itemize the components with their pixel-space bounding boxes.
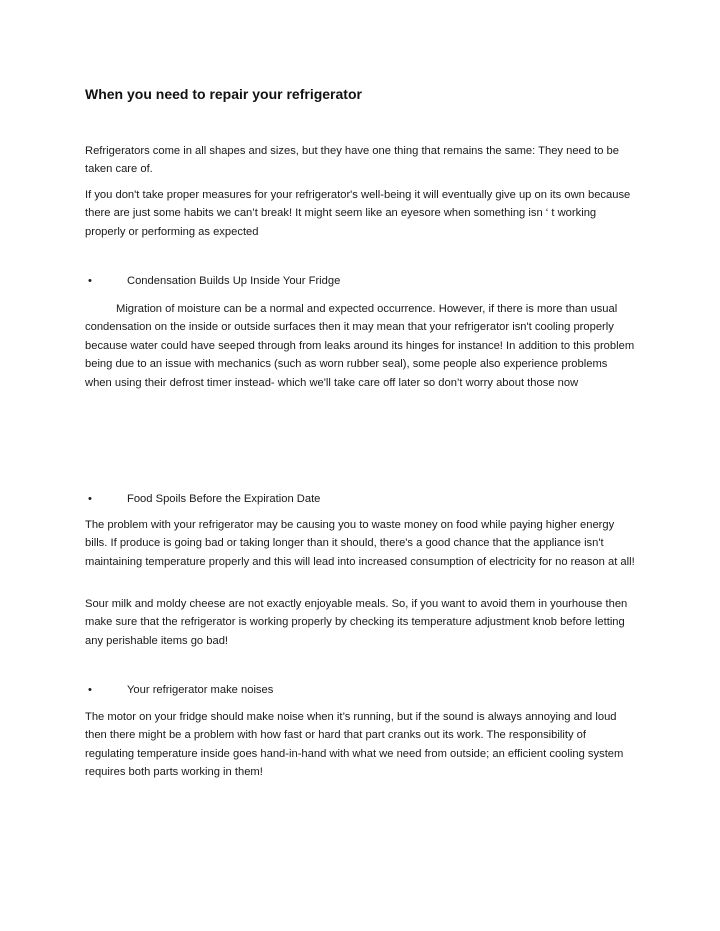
bullet-icon: • [88, 684, 92, 696]
intro-paragraph-1: Refrigerators come in all shapes and sizes, but they have one thing that remains the same: They need to be taken care of. [85, 145, 619, 176]
document-title: When you need to repair your refrigerator [85, 86, 362, 102]
section-food-spoils-paragraph-2: Sour milk and moldy cheese are not exactly enjoyable meals. So, if you want to avoid them in yourhouse then make sure that the refrigerator is working properly by checking its temperature adjustment knob before letting any perishable items go bad! [85, 598, 628, 647]
section-heading-text: Food Spoils Before the Expiration Date [127, 493, 321, 505]
section-heading-text: Condensation Builds Up Inside Your Fridge [127, 275, 341, 287]
bullet-icon: • [88, 493, 92, 505]
bullet-icon: • [88, 275, 92, 287]
intro-paragraph-2: If you don't take proper measures for your refrigerator's well-being it will eventually give up on its own because there are just some habits we can’t break! It might seem like an eyesore when something isn ‘ t working properly or performing as expected [85, 189, 631, 238]
section-food-spoils-paragraph-1: The problem with your refrigerator may be causing you to waste money on food while paying higher energy bills. If produce is going bad or taking longer than it should, there's a good chance that the appliance isn't maintaining temperature properly and this will lead into increased consumption of electricity for no reason at all! [85, 519, 635, 568]
section-condensation-paragraph: Migration of moisture can be a normal and expected occurrence. However, if there is more than usual condensation on the inside or outside surfaces then it may mean that your refrigerator isn't cooling properly because water could have seeped through from leaks around its hinges for instance! In addition to this problem being due to an issue with mechanics (such as worn rubber seal), some people also experience problems when using their defrost timer instead- which we'll take care off later so don’t worry about those now [85, 303, 635, 389]
section-noises-paragraph: The motor on your fridge should make noise when it’s running, but if the sound is always annoying and loud then there might be a problem with how fast or hard that part cranks out its work. The responsibility of regulating temperature inside goes hand-in-hand with what we need from outside; an efficient cooling system requires both parts working in them! [85, 711, 624, 779]
section-heading-text: Your refrigerator make noises [127, 684, 274, 696]
